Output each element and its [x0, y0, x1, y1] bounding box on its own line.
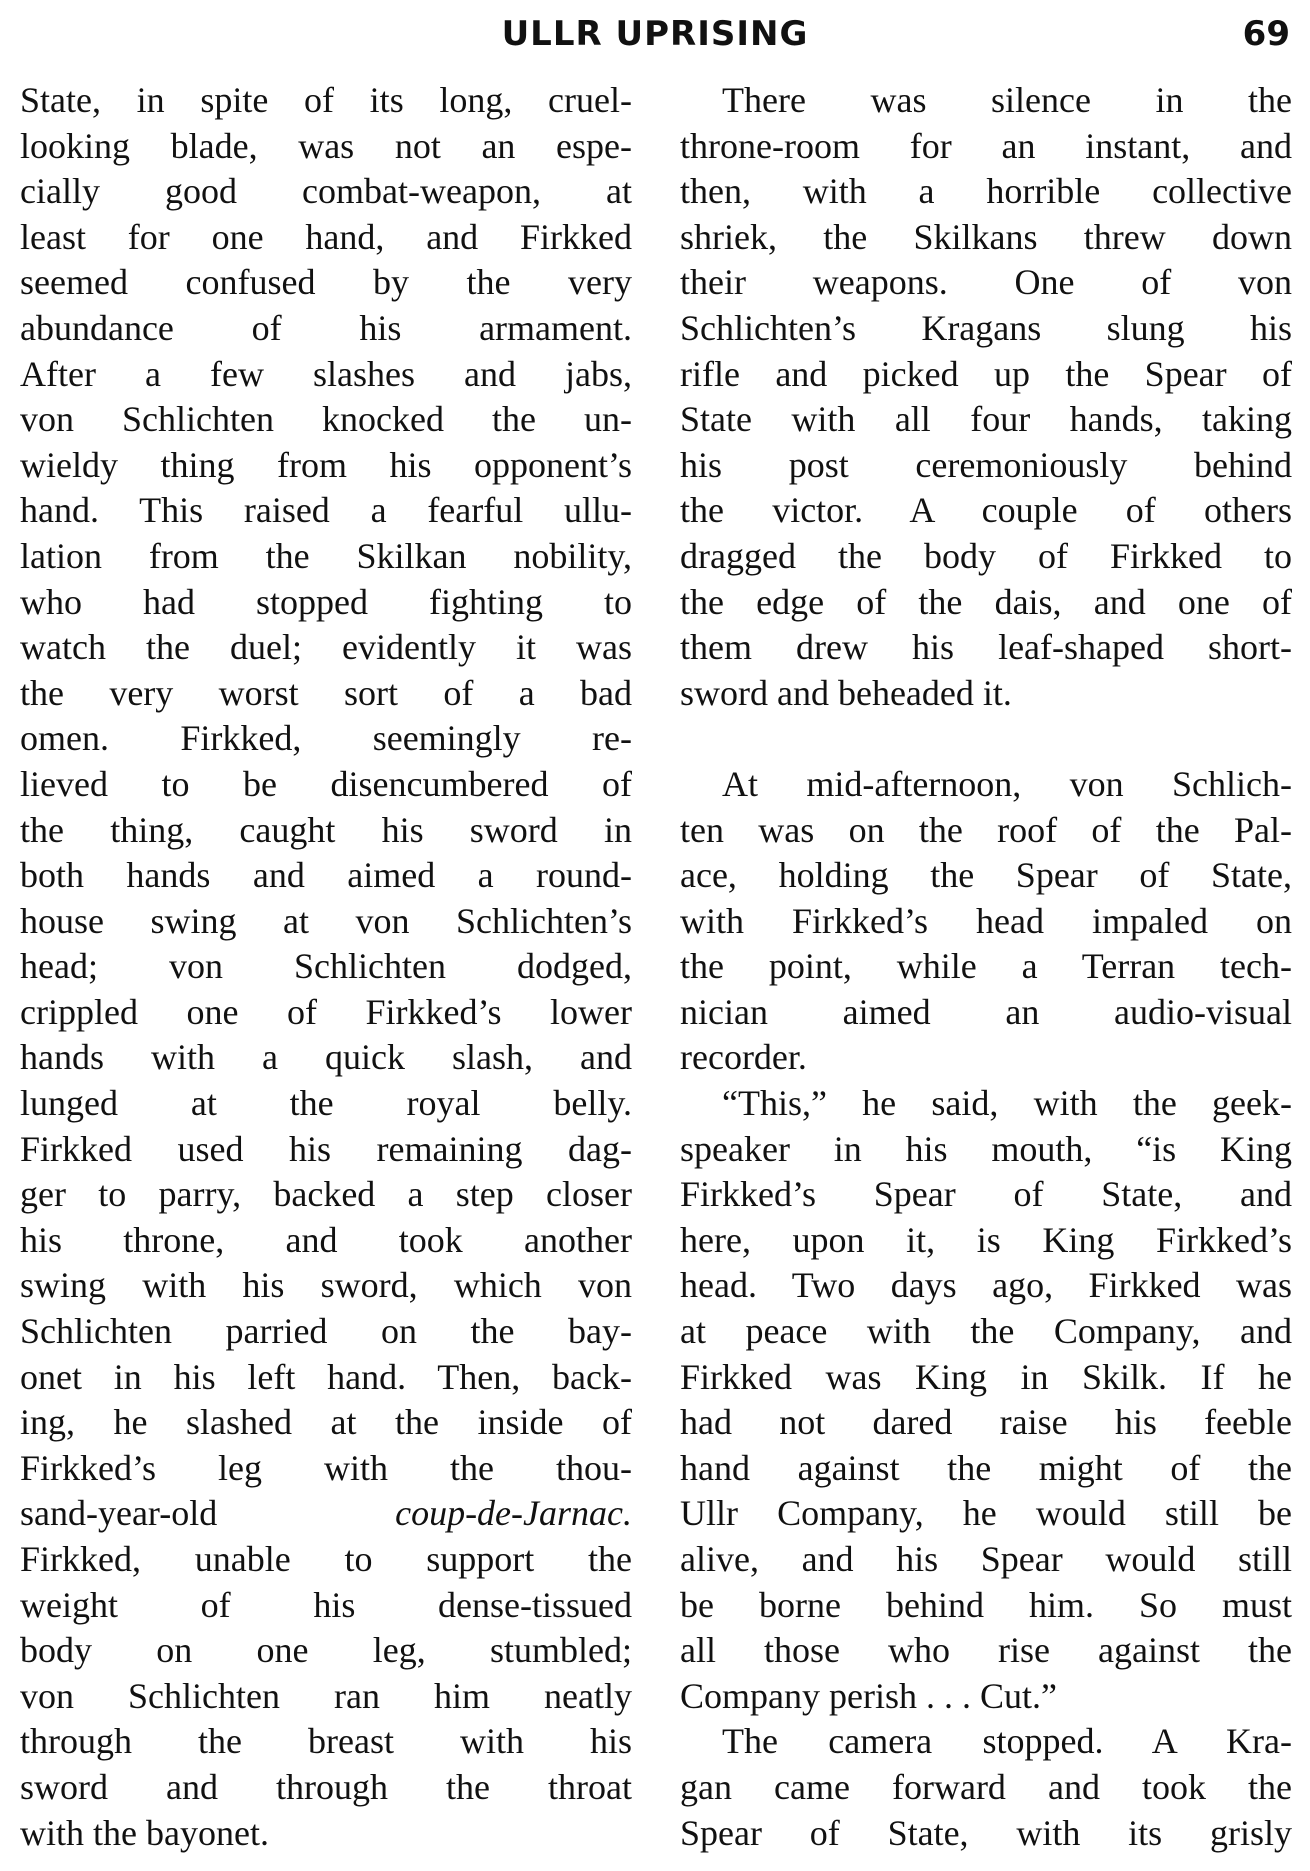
text-line: the edge of the dais, and one of: [680, 581, 1292, 622]
text-line: head; von Schlichten dodged,: [20, 946, 632, 987]
text-line: through the breast with his: [20, 1721, 632, 1762]
text-line: After a few slashes and jabs,: [20, 353, 632, 394]
text-line: Firkked, unable to support the: [20, 1539, 632, 1579]
text-line: State with all four hands, taking: [680, 399, 1292, 440]
text-line: recorder.: [680, 1037, 807, 1078]
text-line: nician aimed an audio-visual: [680, 991, 1292, 1032]
text-line: alive, and his Spear would still: [680, 1539, 1292, 1579]
text-line: the point, while a Terran tech-: [680, 946, 1292, 987]
text-line: sword and beheaded it.: [680, 672, 1012, 713]
text-line: State, in spite of its long, cruel-: [20, 80, 632, 120]
text-line: wieldy thing from his opponent’s: [20, 444, 632, 485]
text-line: seemed confused by the very: [20, 262, 632, 303]
text-line: Firkked used his remaining dag-: [20, 1128, 632, 1169]
text-line: Schlichten parried on the bay-: [20, 1311, 632, 1352]
text-line: lunged at the royal belly.: [20, 1083, 632, 1124]
page-number: 69: [1242, 14, 1290, 54]
text-line: Schlichten’s Kragans slung his: [680, 307, 1292, 348]
text-line: rifle and picked up the Spear of: [680, 353, 1292, 394]
text-line-with-italic: [20, 1491, 632, 1537]
text-line: had not dared raise his feeble: [680, 1402, 1292, 1443]
text-line: ger to parry, backed a step closer: [20, 1174, 632, 1215]
text-line: with the bayonet.: [20, 1812, 269, 1853]
text-line: throne-room for an instant, and: [680, 125, 1292, 166]
text-line: who had stopped fighting to: [20, 581, 632, 622]
text-line: hand. This raised a fearful ullu-: [20, 490, 632, 531]
text-line: cially good combat-weapon, at: [20, 171, 632, 212]
text-segment: sand-year-old: [20, 1493, 218, 1534]
text-line: Ullr Company, he would still be: [680, 1493, 1292, 1534]
text-line: his throne, and took another: [20, 1219, 632, 1260]
text-line: lation from the Skilkan nobility,: [20, 535, 632, 576]
text-line: swing with his sword, which von: [20, 1265, 632, 1306]
text-line: There was silence in the: [722, 80, 1292, 120]
text-line: at peace with the Company, and: [680, 1311, 1292, 1352]
text-line: all those who rise against the: [680, 1630, 1292, 1671]
text-line: At mid-afternoon, von Schlich-: [722, 763, 1292, 804]
text-line: the thing, caught his sword in: [20, 809, 632, 850]
text-line: crippled one of Firkked’s lower: [20, 991, 632, 1032]
text-line: onet in his left hand. Then, back-: [20, 1356, 632, 1397]
text-line: von Schlichten knocked the un-: [20, 399, 632, 440]
text-line: Spear of State, with its grisly: [680, 1812, 1292, 1853]
text-line: ace, holding the Spear of State,: [680, 855, 1292, 896]
text-line: Company perish . . . Cut.”: [680, 1675, 1057, 1716]
text-line: house swing at von Schlichten’s: [20, 900, 632, 941]
text-line: both hands and aimed a round-: [20, 855, 632, 896]
text-line: here, upon it, is King Firkked’s: [680, 1219, 1292, 1260]
page-header: [0, 14, 1310, 64]
text-line: the very worst sort of a bad: [20, 672, 632, 713]
text-line: “This,” he said, with the geek-: [722, 1083, 1292, 1124]
text-line: speaker in his mouth, “is King: [680, 1128, 1292, 1169]
running-title: ULLR UPRISING: [501, 14, 809, 54]
text-line: Firkked’s leg with the thou-: [20, 1447, 632, 1488]
text-line: Firkked was King in Skilk. If he: [680, 1356, 1292, 1397]
text-line: abundance of his armament.: [20, 307, 632, 348]
text-line: least for one hand, and Firkked: [20, 216, 632, 257]
text-line: Firkked’s Spear of State, and: [680, 1174, 1292, 1215]
text-line: dragged the body of Firkked to: [680, 535, 1292, 576]
text-line: shriek, the Skilkans threw down: [680, 216, 1292, 257]
text-line: sword and through the throat: [20, 1766, 632, 1807]
text-line: weight of his dense-tissued: [20, 1584, 632, 1625]
text-line: the victor. A couple of others: [680, 490, 1292, 531]
text-line: ing, he slashed at the inside of: [20, 1402, 632, 1443]
section-break: [680, 716, 1292, 762]
text-line: head. Two days ago, Firkked was: [680, 1265, 1292, 1306]
text-line: hands with a quick slash, and: [20, 1037, 632, 1078]
text-line: be borne behind him. So must: [680, 1584, 1292, 1625]
text-line: their weapons. One of von: [680, 262, 1292, 303]
text-line: then, with a horrible collective: [680, 171, 1292, 212]
text-line: gan came forward and took the: [680, 1766, 1292, 1807]
italic-phrase: coup-de-Jarnac.: [395, 1493, 632, 1534]
text-line: ten was on the roof of the Pal-: [680, 809, 1292, 850]
right-column: [680, 78, 1292, 1856]
left-column: [20, 78, 632, 1856]
text-line: lieved to be disencumbered of: [20, 763, 632, 804]
text-line: hand against the might of the: [680, 1447, 1292, 1488]
text-line: omen. Firkked, seemingly re-: [20, 718, 632, 759]
text-line: watch the duel; evidently it was: [20, 627, 632, 668]
text-line: looking blade, was not an espe-: [20, 125, 632, 166]
text-line: von Schlichten ran him neatly: [20, 1675, 632, 1716]
text-line: them drew his leaf-shaped short-: [680, 627, 1292, 668]
text-line: with Firkked’s head impaled on: [680, 900, 1292, 941]
text-line: body on one leg, stumbled;: [20, 1630, 632, 1671]
text-line: The camera stopped. A Kra-: [722, 1721, 1292, 1762]
text-line: his post ceremoniously behind: [680, 444, 1292, 485]
